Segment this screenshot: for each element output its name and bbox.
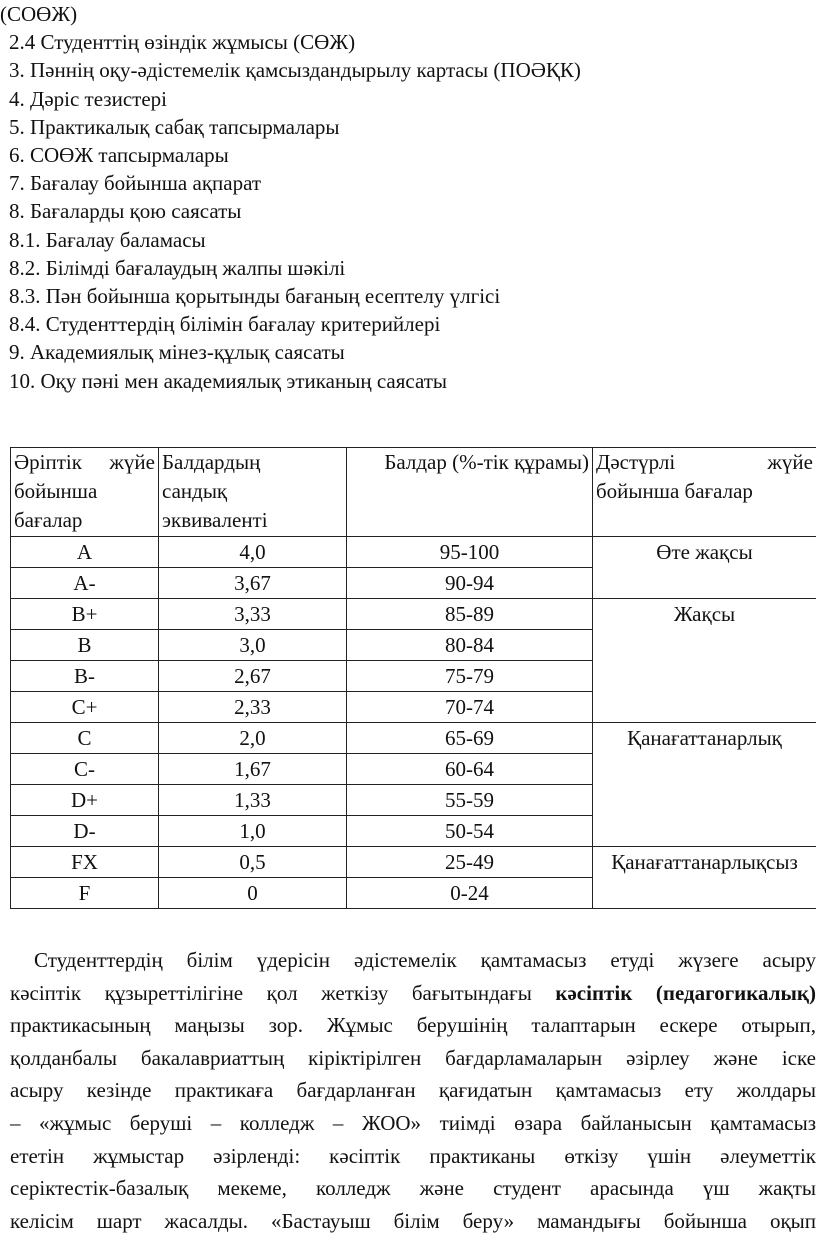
paragraph-line: Студенттердің білім үдерісін әдістемелік қамтамасыз етуді жүзеге асыру (34, 948, 816, 972)
letter-cell: C (11, 723, 159, 754)
header-traditional-grade: Дәстүрлі жүйе бойынша бағалар (593, 448, 816, 537)
letter-cell: A- (11, 568, 159, 599)
list-item: 5. Практикалық сабақ тапсырмалары (9, 114, 340, 139)
table-header-row (11, 448, 816, 537)
letter-cell: FX (11, 847, 159, 878)
letter-cell: B+ (11, 599, 159, 630)
points-cell: 0 (159, 878, 347, 909)
letter-cell: B (11, 630, 159, 661)
points-cell: 2,33 (159, 692, 347, 723)
traditional-grade-cell: Қанағаттанарлық (593, 723, 816, 847)
list-item: 4. Дәріс тезистері (9, 86, 167, 111)
points-cell: 3,0 (159, 630, 347, 661)
header-percent: Балдар (%-тік құрамы) (347, 448, 593, 537)
traditional-grade-cell: Жақсы (593, 599, 816, 723)
body-paragraph (10, 944, 816, 1237)
paragraph-line: ететін жұмыстар әзірленді: кәсіптік практиканы өткізу үшін әлеуметтік (10, 1143, 816, 1168)
percent-cell: 85-89 (347, 599, 593, 630)
points-cell: 0,5 (159, 847, 347, 878)
letter-cell: D+ (11, 785, 159, 816)
percent-cell: 95-100 (347, 537, 593, 568)
table-row (11, 847, 816, 878)
list-item: 8.1. Бағалау баламасы (9, 227, 206, 252)
paragraph-line: – «жұмыс беруші – колледж – ЖОО» тиімді өзара байланысын қамтамасыз (10, 1110, 816, 1135)
table-row (11, 723, 816, 754)
list-item: 7. Бағалау бойынша ақпарат (9, 171, 262, 196)
percent-cell: 90-94 (347, 568, 593, 599)
percent-cell: 60-64 (347, 754, 593, 785)
list-item: 9. Академиялық мінез-құлық саясаты (9, 340, 345, 365)
points-cell: 3,33 (159, 599, 347, 630)
list-item: 8. Бағаларды қою саясаты (9, 199, 242, 224)
letter-cell: D- (11, 816, 159, 847)
letter-cell: F (11, 878, 159, 909)
bold-phrase: кәсіптік (педагогикалық) (555, 980, 816, 1005)
paragraph-line: келісім шарт жасалды. «Бастауыш білім беру» мамандығы бойынша оқып (10, 1208, 816, 1233)
table-row (11, 537, 816, 568)
list-item: 8.3. Пән бойынша қорытынды бағаның есептелу үлгісі (9, 284, 501, 309)
table-row (11, 599, 816, 630)
percent-cell: 55-59 (347, 785, 593, 816)
letter-cell: C+ (11, 692, 159, 723)
list-item: 6. СОӨЖ тапсырмалары (9, 143, 229, 168)
percent-cell: 0-24 (347, 878, 593, 909)
paragraph-line: қолданбалы бакалавриаттың кіріктірілген бағдарламаларын әзірлеу және іске (10, 1045, 816, 1070)
percent-cell: 25-49 (347, 847, 593, 878)
points-cell: 1,67 (159, 754, 347, 785)
letter-cell: A (11, 537, 159, 568)
paragraph-line: кәсіптік құзыреттілігіне қол жеткізу бағытындағы кәсіптік (педагогикалық) (10, 980, 816, 1005)
header-numeric-equivalent: Балдардың сандық эквиваленті (159, 448, 347, 537)
list-item: 8.4. Студенттердің білімін бағалау критерийлері (9, 312, 441, 337)
percent-cell: 80-84 (347, 630, 593, 661)
list-item: 2.4 Студенттің өзіндік жұмысы (СӨЖ) (9, 30, 356, 55)
points-cell: 1,0 (159, 816, 347, 847)
traditional-grade-cell: Қанағаттанарлықсыз (593, 847, 816, 909)
points-cell: 1,33 (159, 785, 347, 816)
points-cell: 4,0 (159, 537, 347, 568)
list-item: 10. Оқу пәні мен академиялық этиканың саясаты (9, 368, 448, 393)
points-cell: 3,67 (159, 568, 347, 599)
list-item: 3. Пәннің оқу-әдістемелік қамсыздандырылу картасы (ПОӘҚК) (9, 58, 581, 83)
traditional-grade-cell: Өте жақсы (593, 537, 816, 599)
grade-scale-table (10, 447, 816, 909)
list-item: 8.2. Білімді бағалаудың жалпы шәкілі (9, 255, 346, 280)
paragraph-line: серіктестік-базалық мекеме, колледж және студент арасында үш жақты (10, 1176, 816, 1201)
percent-cell: 50-54 (347, 816, 593, 847)
header-letter-grade: Әріптік жүйе бойынша бағалар (11, 448, 159, 537)
letter-cell: B- (11, 661, 159, 692)
letter-cell: C- (11, 754, 159, 785)
points-cell: 2,67 (159, 661, 347, 692)
paragraph-line: практикасының маңызы зор. Жұмыс берушінің талаптарын ескере отырып, (10, 1013, 816, 1038)
points-cell: 2,0 (159, 723, 347, 754)
paragraph-line: асыру кезінде практикаға бағдарланған қағидатын қамтамасыз ету жолдары (10, 1078, 816, 1103)
contents-list (0, 0, 816, 395)
percent-cell: 65-69 (347, 723, 593, 754)
header-fragment: (СОӨЖ) (0, 2, 78, 26)
percent-cell: 70-74 (347, 692, 593, 723)
percent-cell: 75-79 (347, 661, 593, 692)
